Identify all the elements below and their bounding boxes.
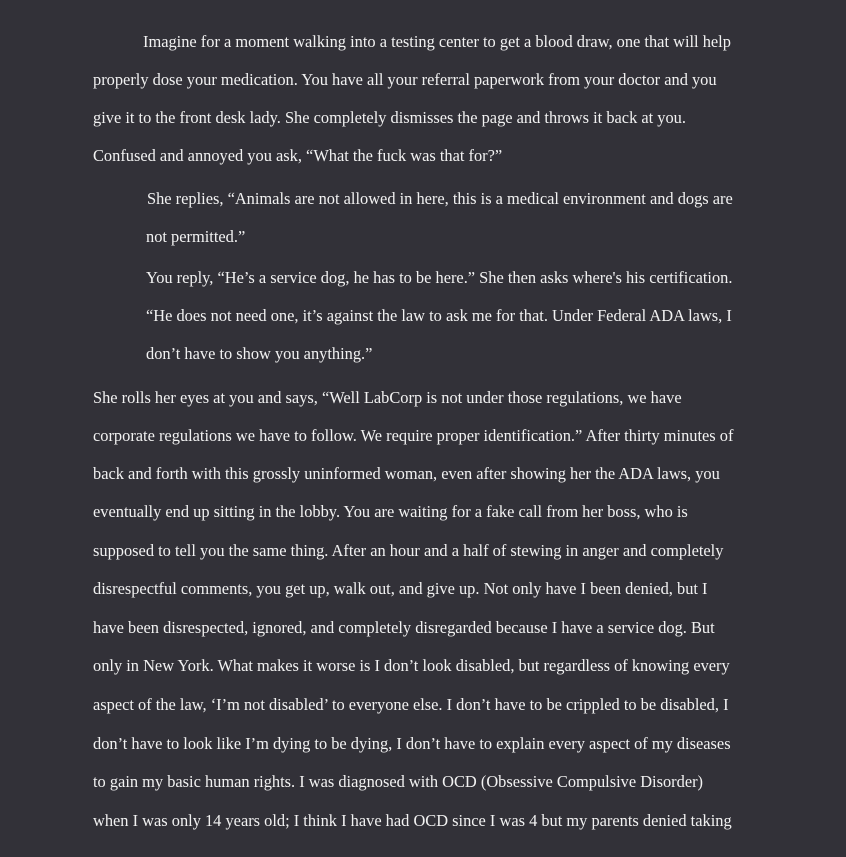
- text-line: Imagine for a moment walking into a testing center to get a blood draw, one that will help: [143, 32, 731, 51]
- text-line: only in New York. What makes it worse is I don’t look disabled, but regardless of knowing every: [93, 656, 730, 675]
- text-line: don’t have to look like I’m dying to be dying, I don’t have to explain every aspect of my diseases: [93, 734, 731, 753]
- text-line: properly dose your medication. You have all your referral paperwork from your doctor and you: [93, 70, 717, 89]
- text-line: when I was only 14 years old; I think I have had OCD since I was 4 but my parents denied taking: [93, 811, 732, 830]
- text-line: eventually end up sitting in the lobby. You are waiting for a fake call from her boss, who is: [93, 502, 688, 521]
- text-line: corporate regulations we have to follow. We require proper identification.” After thirty minutes of: [93, 426, 734, 445]
- text-line: give it to the front desk lady. She completely dismisses the page and throws it back at you.: [93, 108, 686, 127]
- text-line: not permitted.”: [146, 227, 246, 246]
- text-line: disrespectful comments, you get up, walk out, and give up. Not only have I been denied, but I: [93, 579, 708, 598]
- text-line: You reply, “He’s a service dog, he has to be here.” She then asks where's his certification.: [146, 268, 733, 287]
- text-line: back and forth with this grossly uninformed woman, even after showing her the ADA laws, you: [93, 464, 720, 483]
- text-line: She replies, “Animals are not allowed in here, this is a medical environment and dogs are: [147, 189, 733, 208]
- text-line: “He does not need one, it’s against the law to ask me for that. Under Federal ADA laws, I: [146, 306, 732, 325]
- text-line: don’t have to show you anything.”: [146, 344, 373, 363]
- text-line: have been disrespected, ignored, and completely disregarded because I have a service dog. But: [93, 618, 715, 637]
- text-line: to gain my basic human rights. I was diagnosed with OCD (Obsessive Compulsive Disorder): [93, 772, 704, 791]
- text-line: She rolls her eyes at you and says, “Well LabCorp is not under those regulations, we have: [93, 388, 682, 407]
- text-line: supposed to tell you the same thing. After an hour and a half of stewing in anger and completely: [93, 541, 724, 560]
- text-line: Confused and annoyed you ask, “What the fuck was that for?”: [93, 146, 503, 165]
- text-line: aspect of the law, ‘I’m not disabled’ to everyone else. I don’t have to be crippled to be disabled, I: [93, 695, 729, 714]
